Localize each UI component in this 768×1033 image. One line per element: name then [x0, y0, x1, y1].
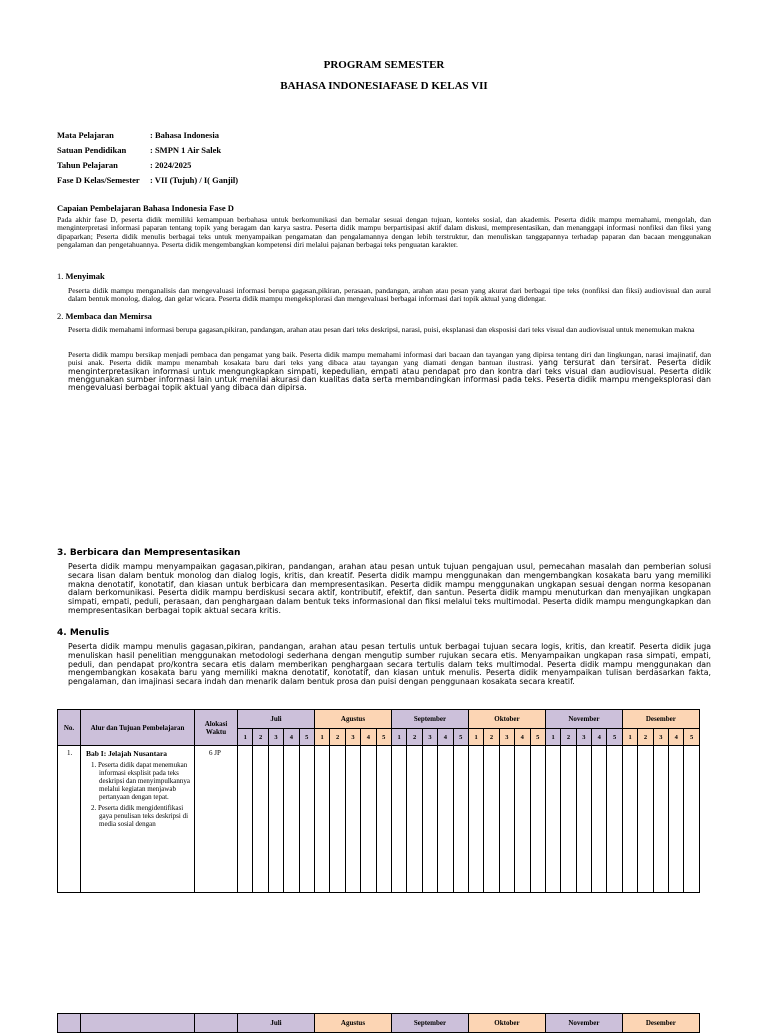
week-cell: 5 [684, 729, 699, 746]
section-title: Membaca dan Memirsa [65, 311, 152, 321]
objective-item: 1. Peserta didik dapat menemukan informasi eksplisit pada teks deskripsi dan menyimpulkannya melalui kegiatan menjawab pertanyaan dengan tepat. [91, 761, 190, 801]
month-header: Juli [238, 1014, 315, 1033]
week-cell: 4 [438, 729, 453, 746]
schedule-cell [422, 746, 437, 893]
schedule-cell [607, 746, 622, 893]
week-cell: 4 [284, 729, 299, 746]
week-cell: 3 [576, 729, 591, 746]
month-header: November [545, 1014, 622, 1033]
schedule-cell [592, 746, 607, 893]
info-row [57, 145, 221, 155]
section-number: 2. [57, 311, 64, 321]
week-cell: 5 [530, 729, 545, 746]
schedule-cell [561, 746, 576, 893]
week-cell: 2 [638, 729, 653, 746]
table-header-row [58, 1014, 700, 1033]
schedule-cell [299, 746, 314, 893]
table-row [58, 746, 700, 893]
cp-intro: Pada akhir fase D, peserta didik memiliki kemampuan berbahasa untuk berkomunikasi dan bernalar sesuai dengan tujuan, konteks sosial, dan akademis. Peserta didik mampu memahami, mengolah, dan menginterpretasi informasi paparan tentang topik yang beragam dan karya sastra. Peserta didik mampu berpartisipasi aktif dalam diskusi, mempresentasikan, dan menanggapi informasi nonfiksi dan fiksi yang dipaparkan; Peserta didik menulis berbagai teks untuk menyampaikan pengamatan dan pengalamannya dengan lebih terstruktur, dan menuliskan tanggapannya terhadap paparan dan bacaan menggunakan pengalaman dan pengetahuannya. Peserta didik mengembangkan kompetensi diri melalui pajanan berbagai teks penguatan karakter. [57, 215, 711, 249]
schedule-cell [376, 746, 391, 893]
section-title: 4. Menulis [57, 628, 110, 638]
week-cell: 1 [622, 729, 637, 746]
section-number: 1. [57, 271, 64, 281]
info-label: Satuan Pendidikan [57, 145, 127, 155]
schedule-cell [484, 746, 499, 893]
info-label: Fase D Kelas/Semester [57, 175, 140, 185]
section-title: 3. Berbicara dan Mempresentasikan [57, 548, 241, 558]
month-header: September [391, 1014, 468, 1033]
schedule-cell [638, 746, 653, 893]
header-alokasi: Alokasi Waktu [195, 710, 238, 746]
schedule-cell [361, 746, 376, 893]
info-value: : VII (Tujuh) / I( Ganjil) [150, 175, 239, 185]
week-cell: 4 [592, 729, 607, 746]
month-header: Agustus [314, 1014, 391, 1033]
chapter-title: Bab I: Jelajah Nusantara [86, 749, 168, 758]
schedule-cell [345, 746, 360, 893]
week-cell: 2 [253, 729, 268, 746]
schedule-cell [669, 746, 684, 893]
week-cell: 3 [422, 729, 437, 746]
month-header: Juli [238, 710, 315, 729]
schedule-cell [545, 746, 560, 893]
month-header: Desember [622, 710, 699, 729]
document-title: PROGRAM SEMESTER [323, 59, 445, 71]
schedule-cell [653, 746, 668, 893]
month-header: Agustus [314, 710, 391, 729]
info-value: : 2024/2025 [150, 160, 192, 170]
week-cell: 3 [345, 729, 360, 746]
section-text: Peserta didik mampu menulis gagasan,pikiran, pandangan, arahan atau pesan tertulis untuk berbagai tujuan secara logis, kritis, dan kreatif. Peserta didik juga menuliskan hasil penelitian menggunakan metodologi sederhana dengan mengutip sumber rujukan secara etis. Menyampaikan ungkapan rasa simpati, empati, peduli, dan pendapat pro/kontra secara etis dalam memberikan penghargaan secara tertulis dalam teks multimodal. Peserta didik mampu menggunakan dan mengembangkan kosakata baru yang memiliki makna denotatif, konotatif, dan kiasan untuk menulis. Peserta didik menyampaikan tulisan berdasarkan fakta, pengalaman, dan imajinasi secara indah dan menarik dalam bentuk prosa dan puisi dengan penggunaan kosakata secara kreatif. [68, 642, 711, 687]
week-cell: 1 [314, 729, 329, 746]
info-row [57, 175, 238, 185]
schedule-cell [515, 746, 530, 893]
header-no [58, 1014, 81, 1033]
header-alokasi [195, 1014, 238, 1033]
week-cell: 3 [653, 729, 668, 746]
month-header: Desember [622, 1014, 699, 1033]
row-content [81, 746, 195, 893]
section-text [68, 351, 711, 392]
info-value: : Bahasa Indonesia [150, 130, 219, 140]
schedule-cell [391, 746, 406, 893]
document-subtitle: BAHASA INDONESIAFASE D KELAS VII [280, 80, 488, 92]
schedule-table-continued [57, 1013, 700, 1033]
info-value: : SMPN 1 Air Salek [150, 145, 222, 155]
header-alur: Alur dan Tujuan Pembelajaran [81, 710, 195, 746]
week-cell: 4 [669, 729, 684, 746]
schedule-cell [314, 746, 329, 893]
month-header: Oktober [468, 1014, 545, 1033]
month-header: Oktober [468, 710, 545, 729]
schedule-cell [622, 746, 637, 893]
schedule-cell [407, 746, 422, 893]
info-label: Mata Pelajaran [57, 130, 114, 140]
objective-item: 2. Peserta didik mengidentifikasi gaya penulisan teks deskripsi di media sosial dengan [91, 804, 189, 828]
section-text: Peserta didik mampu menyampaikan gagasan,pikiran, pandangan, arahan atau pesan untuk tujuan pengajuan usul, pemecahan masalah dan pemberian solusi secara lisan dalam bentuk monolog dan dialog logis, kritis, dan kreatif. Peserta didik mampu menggunakan dan mengembangkan kosakata baru yang memiliki makna denotatif, konotatif, dan kiasan untuk berbicara dan mempresentasikan. Peserta didik mampu menggunakan ungkapan sesuai dengan norma kesopanan dalam berkomunikasi. Peserta didik mampu berdiskusi secara aktif, kontributif, efektif, dan santun. Peserta didik mampu menuturkan dan menyajikan ungkapan simpati, empati, peduli, perasaan, dan penghargaan dalam bentuk teks informasional dan fiksi melalui teks multimodal. Peserta didik mampu mengungkapkan dan mempresentasikan berbagai topik aktual secara kritis. [68, 562, 711, 615]
week-cell: 2 [330, 729, 345, 746]
week-cell: 2 [407, 729, 422, 746]
table-header-row [58, 710, 700, 729]
info-row [57, 130, 219, 140]
schedule-cell [453, 746, 468, 893]
info-row [57, 160, 191, 170]
week-cell: 1 [391, 729, 406, 746]
week-cell: 5 [453, 729, 468, 746]
schedule-cell [684, 746, 699, 893]
week-cell: 5 [299, 729, 314, 746]
section-text: Peserta didik mampu menganalisis dan mengevaluasi informasi berupa gagasan,pikiran, perasaan, pandangan, arahan atau pesan yang akurat dari berbagai tipe teks (nonfiksi dan fiksi) audiovisual dan aural dalam bentuk monolog, dialog, dan gelar wicara. Peserta didik mampu mengeksplorasi dan mengevaluasi berbagai informasi dari topik aktual yang didengar. [68, 286, 711, 304]
schedule-cell [268, 746, 283, 893]
schedule-cell [330, 746, 345, 893]
month-header: September [391, 710, 468, 729]
row-alokasi: 6 JP [195, 746, 238, 893]
schedule-cell [530, 746, 545, 893]
schedule-cell [468, 746, 483, 893]
week-cell: 3 [268, 729, 283, 746]
section-heading [57, 311, 152, 321]
schedule-cell [438, 746, 453, 893]
header-alur [81, 1014, 195, 1033]
section-title: Menyimak [65, 271, 105, 281]
week-cell: 1 [238, 729, 253, 746]
week-cell: 5 [607, 729, 622, 746]
week-cell: 3 [499, 729, 514, 746]
week-cell: 1 [545, 729, 560, 746]
month-header: November [545, 710, 622, 729]
schedule-cell [253, 746, 268, 893]
row-number: 1. [58, 746, 81, 893]
week-cell: 2 [484, 729, 499, 746]
week-cell: 5 [376, 729, 391, 746]
section-text: Peserta didik memahami informasi berupa gagasan,pikiran, pandangan, arahan atau pesan dari teks deskripsi, narasi, puisi, eksplanasi dan eksposisi dari teks visual dan audiovisual untuk menemukan makna [68, 325, 695, 334]
schedule-cell [576, 746, 591, 893]
cp-heading: Capaian Pembelajaran Bahasa Indonesia Fase D [57, 203, 234, 213]
schedule-table [57, 709, 700, 893]
schedule-cell [284, 746, 299, 893]
info-label: Tahun Pelajaran [57, 160, 118, 170]
section-text-part: yang tersurat dan tersirat. Peserta didik menginterpretasikan informasi untuk mengungkapkan simpati, kepedulian, empati atau pendapat pro dan kontra dari teks visual dan audiovisual. Peserta didik menggunakan sumber informasi lain untuk menilai akurasi dan kualitas data serta membandingkan informasi pada teks. Peserta didik mampu mengeksplorasi dan mengevaluasi berbagai topik aktual yang dibaca dan dipirsa. [68, 358, 712, 393]
week-cell: 1 [468, 729, 483, 746]
week-cell: 4 [361, 729, 376, 746]
week-cell: 2 [561, 729, 576, 746]
schedule-cell [499, 746, 514, 893]
schedule-cell [238, 746, 253, 893]
section-text-part: Peserta didik mampu bersikap menjadi pembaca dan pengamat yang baik. Peserta didik mampu memahami informasi dari bacaan dan tayangan yang dipirsa tentang diri dan lingkungan, narasi imajinatif, dan puisi anak. Peserta didik mampu menambah kosakata baru dari teks yang dibaca atau tayangan yang diamati dengan bantuan ilustrasi. [68, 350, 711, 368]
header-no: No. [58, 710, 81, 746]
section-heading [57, 271, 105, 281]
week-cell: 4 [515, 729, 530, 746]
